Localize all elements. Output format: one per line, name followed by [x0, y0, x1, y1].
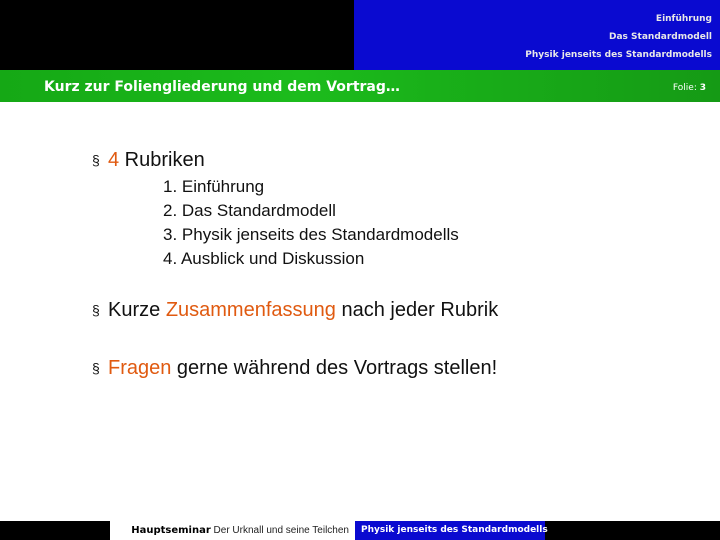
footer-bar: [0, 521, 720, 540]
slide-number-label: Folie:: [672, 83, 697, 93]
slide-title: Kurz zur Foliengliederung und dem Vortrag…: [44, 79, 400, 95]
bullet-text: nach jeder Rubrik: [335, 299, 499, 321]
bullet-fragen: [92, 356, 497, 380]
bullet-pre: Kurze: [108, 299, 166, 321]
header-left-panel: [0, 0, 354, 70]
bullet-marker: §: [92, 302, 100, 318]
list-item: 4. Ausblick und Diskussion: [163, 249, 365, 268]
footer-seminar-title: Der Urknall und seine Teilchen: [210, 525, 349, 536]
bullet-marker: §: [92, 152, 100, 168]
nav-item-physik-jenseits[interactable]: Physik jenseits des Standardmodells: [525, 50, 712, 60]
title-bar: [0, 70, 720, 102]
section-nav: [525, 10, 712, 64]
bullet-rubriken: [92, 148, 205, 172]
bullet-highlight: Zusammenfassung: [165, 299, 336, 321]
footer-seminar: [110, 521, 355, 540]
list-item: 3. Physik jenseits des Standardmodells: [163, 225, 459, 244]
bullet-text: Rubriken: [119, 149, 205, 171]
footer-topic: Physik jenseits des Standardmodells: [355, 521, 545, 540]
bullet-highlight: Fragen: [108, 357, 172, 379]
bullet-marker: §: [92, 360, 100, 376]
list-item: 2. Das Standardmodell: [163, 201, 336, 220]
footer-seminar-bold: Hauptseminar: [131, 525, 211, 536]
bullet-highlight: 4: [108, 149, 120, 171]
nav-item-einfuehrung[interactable]: Einführung: [655, 14, 712, 24]
list-item: 1. Einführung: [163, 177, 265, 196]
nav-item-standardmodell[interactable]: Das Standardmodell: [609, 32, 712, 42]
bullet-text: gerne während des Vortrags stellen!: [171, 357, 498, 379]
slide-number-value: 3: [699, 83, 706, 93]
slide-number: [673, 81, 706, 95]
rubriken-list: [163, 175, 459, 271]
bullet-zusammenfassung: [92, 298, 498, 322]
